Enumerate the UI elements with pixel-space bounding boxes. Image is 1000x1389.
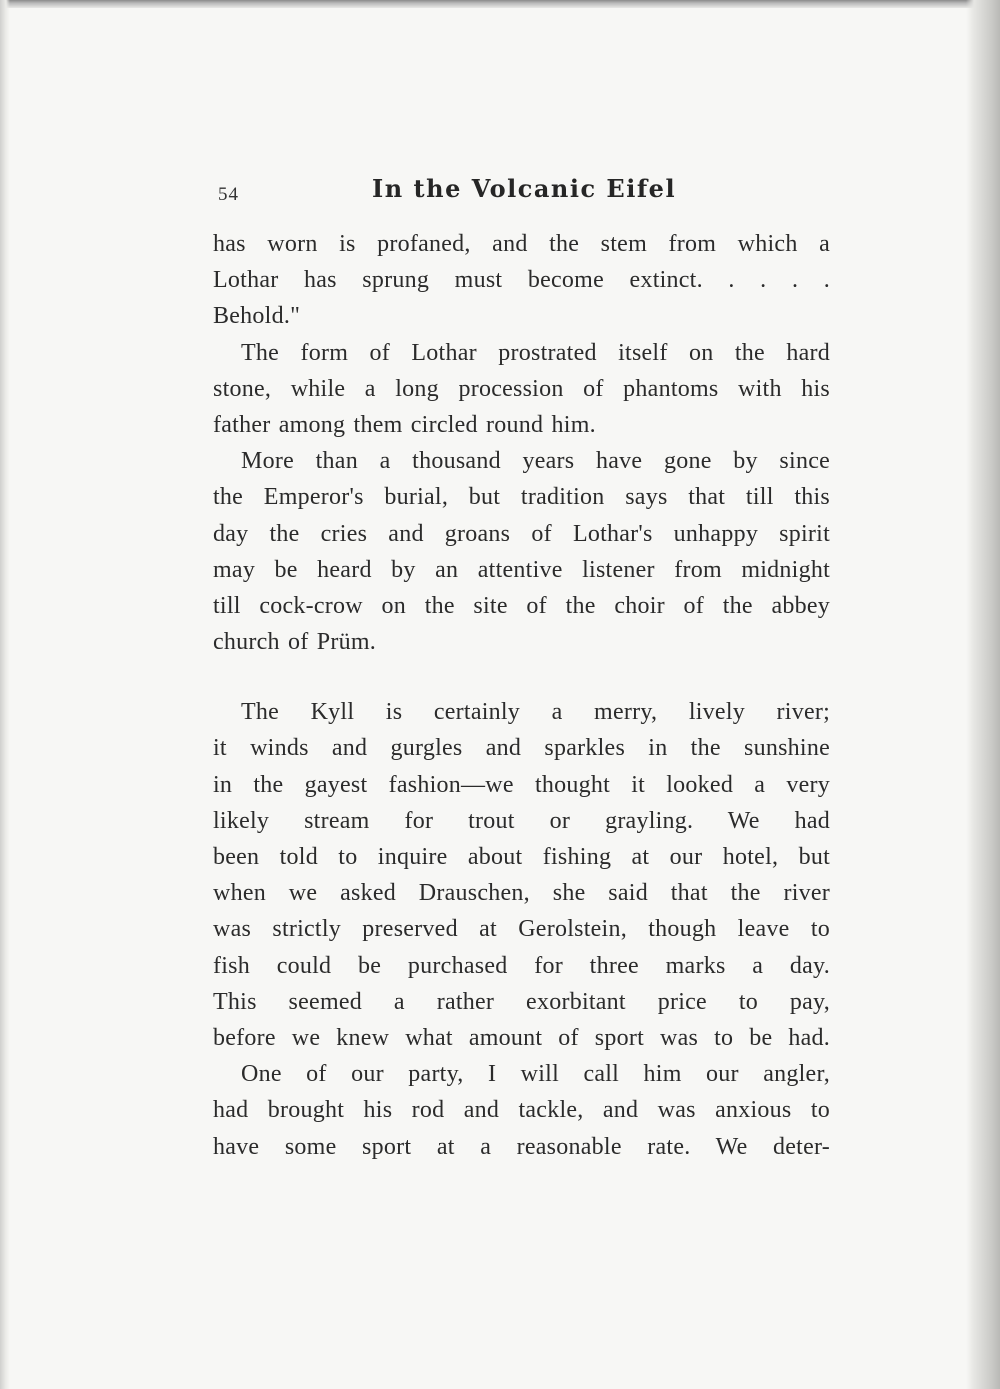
text-line: was strictly preserved at Gerolstein, though leave to bbox=[213, 916, 830, 943]
paragraph-start-line: The form of Lothar prostrated itself on the hard bbox=[241, 339, 830, 366]
text-line: fish could be purchased for three marks a day. bbox=[213, 952, 830, 979]
text-line: Behold." bbox=[213, 303, 301, 330]
text-line: church of Prüm. bbox=[213, 629, 377, 656]
text-line: stone, while a long procession of phantoms with his bbox=[213, 375, 830, 402]
text-line: Lothar has sprung must become extinct. . . . . bbox=[213, 267, 830, 294]
page-number: 54 bbox=[218, 184, 239, 205]
body-text bbox=[213, 226, 830, 1165]
running-title: In the Volcanic Eifel bbox=[372, 174, 677, 203]
page-left-edge bbox=[0, 0, 10, 1389]
text-line: been told to inquire about fishing at our hotel, but bbox=[213, 844, 830, 870]
text-line: day the cries and groans of Lothar's unhappy spirit bbox=[213, 520, 830, 547]
text-line: till cock-crow on the site of the choir of the abbey bbox=[213, 592, 830, 619]
text-line: father among them circled round him. bbox=[213, 411, 596, 438]
text-line: the Emperor's burial, but tradition says that till this bbox=[213, 484, 830, 511]
text-line: may be heard by an attentive listener from midnight bbox=[213, 556, 830, 583]
text-line: it winds and gurgles and sparkles in the sunshine bbox=[213, 735, 830, 762]
page-right-edge-shadow bbox=[966, 0, 1000, 1389]
page-top-edge bbox=[0, 0, 1000, 8]
paragraph-start-line: The Kyll is certainly a merry, lively river; bbox=[241, 699, 830, 726]
paragraph-start-line: One of our party, I will call him our angler, bbox=[241, 1061, 830, 1088]
text-line: in the gayest fashion—we thought it looked a very bbox=[213, 771, 830, 798]
text-line: has worn is profaned, and the stem from which a bbox=[213, 231, 830, 257]
text-line: when we asked Drauschen, she said that the river bbox=[213, 880, 830, 907]
text-line: before we knew what amount of sport was to be had. bbox=[213, 1024, 830, 1051]
text-line: have some sport at a reasonable rate. We deter- bbox=[213, 1133, 830, 1160]
text-line: This seemed a rather exorbitant price to pay, bbox=[213, 988, 830, 1015]
section-break bbox=[213, 660, 830, 694]
text-line: had brought his rod and tackle, and was anxious to bbox=[213, 1097, 830, 1124]
text-line: likely stream for trout or grayling. We had bbox=[213, 807, 830, 834]
paragraph-start-line: More than a thousand years have gone by since bbox=[241, 448, 830, 475]
running-header bbox=[215, 172, 830, 212]
